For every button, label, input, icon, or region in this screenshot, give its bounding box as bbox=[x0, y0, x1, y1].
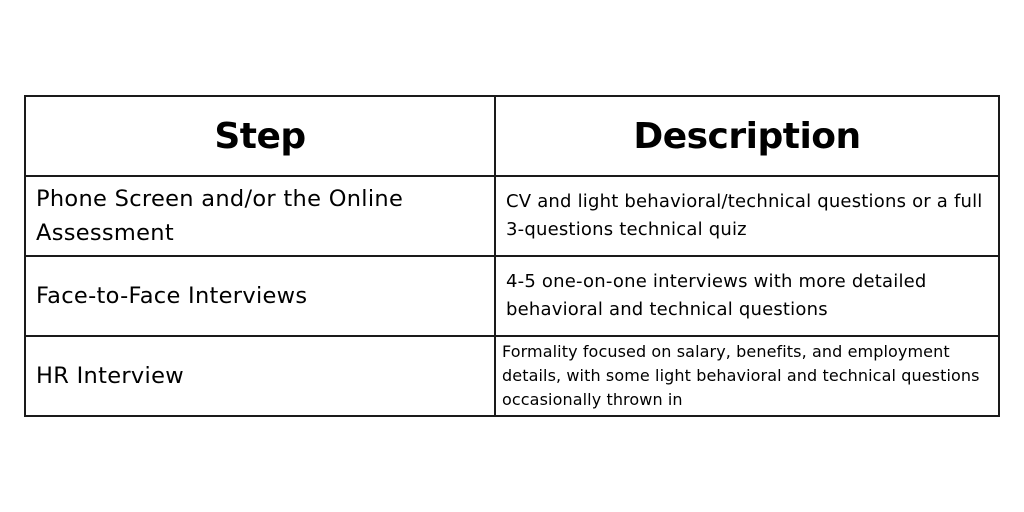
row-2-step: Face-to-Face Interviews bbox=[26, 257, 496, 337]
row-3-description: Formality focused on salary, benefits, and employment details, with some light behavioral and technical questions occasionally thrown in bbox=[502, 342, 980, 409]
row-2-description: 4-5 one-on-one interviews with more detailed behavioral and technical questions bbox=[496, 257, 998, 337]
row-1-step: Phone Screen and/or the Online Assessment bbox=[26, 177, 496, 257]
header-step: Step bbox=[26, 97, 496, 177]
interview-steps-table bbox=[24, 95, 1000, 417]
header-description: Description bbox=[496, 97, 998, 177]
row-1-description: CV and light behavioral/technical questions or a full 3-questions technical quiz bbox=[496, 177, 998, 257]
row-3-step: HR Interview bbox=[26, 337, 496, 415]
